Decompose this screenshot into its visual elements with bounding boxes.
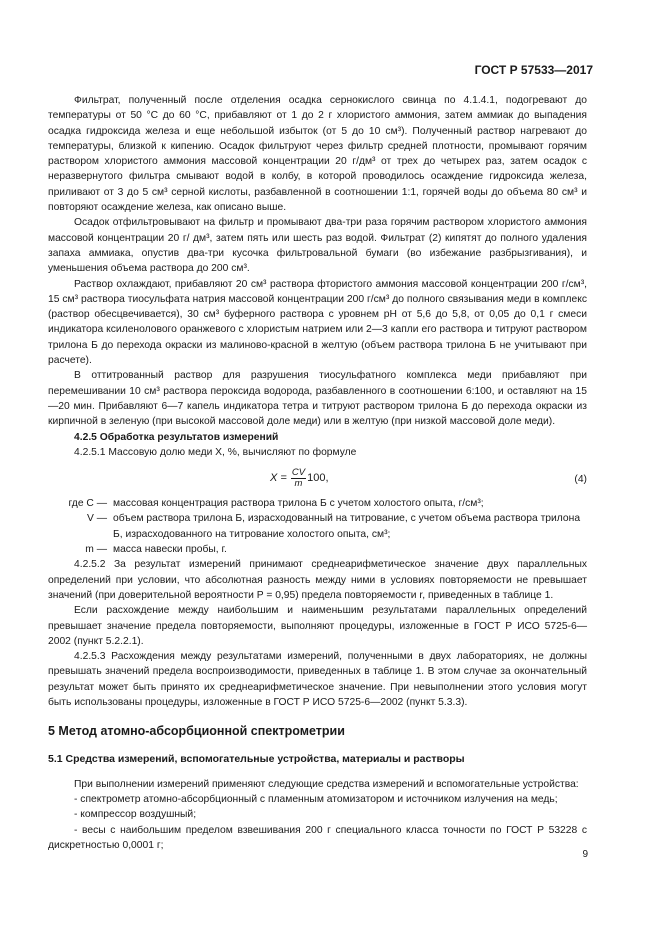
- definition-symbol: V —: [86, 513, 107, 525]
- page-body: [48, 93, 587, 853]
- list-item: - спектрометр атомно-абсорбционный с пламенным атомизатором и источником излучения на медь;: [74, 794, 558, 806]
- definition-symbol: m —: [85, 544, 107, 556]
- formula-rhs: 100,: [307, 471, 329, 484]
- paragraph: Раствор охлаждают, прибавляют 20 см³ раствора фтористого аммония массовой концентрации 200 г/см³, 15 см³ раствора тиосульфата натрия массовой концентрации 200 г/см³ до полного связывания меди в комплекс (раствор обесцвечивается), 30 см³ буферного раствора с уровнем pH от 5,6 до 5,8, от 0,05 до 0,1 г смеси индикатора ксиленолового оранжевого с хлористым натрием или 2—3 капли его раствора и титруют раствором трилона Б до перехода окраски из малиново-красной в желтую (объем раствора трилона Б не учитывают при расчете).: [48, 278, 587, 367]
- formula-numerator: CV: [291, 467, 306, 479]
- definition-text: объем раствора трилона Б, израсходованный на титрование, с учетом объема раствора трилона Б, израсходованного на титрование холостого опыта, см³;: [113, 513, 581, 540]
- paragraph: 4.2.5.3 Расхождения между результатами измерений, полученными в двух лабораториях, не должны превышать значений предела воспроизводимости, приведенных в таблице 1. В этом случае за окончательный результат может быть принято их среднеарифметическое значение. При невыполнении этого условия могут быть использованы процедуры, изложенные в ГОСТ Р ИСО 5725-6—2002 (пункт 5.3.3).: [48, 651, 587, 708]
- formula-4: [48, 462, 587, 496]
- paragraph: Фильтрат, полученный после отделения осадка сернокислого свинца по 4.1.4.1, подогревают до температуры от 50 °С до 60 °С, прибавляют от 1 до 2 г хлористого аммония, затем аммиак до выпадения осадка гидроксида железа и еще небольшой избыток (от 5 до 10 см³). Полученный раствор нагревают до температуры, близкой к кипению. Осадок фильтруют через фильтр средней плотности, промывают горячим раствором хлористого аммония массовой концентрации 20 г/дм³ от трех до четырех раз, затем осадок с неразвернутого фильтра смывают водой в колбу, в которой проводилось осаждение гидроксида железа, приливают от 3 до 5 см³ серной кислоты, разбавленной в соотношении 1:1, горячей воды до объема 80 см³ и повторяют осаждение железа, как описано выше.: [48, 95, 587, 214]
- list-item: - весы с наибольшим пределом взвешивания 200 г специального класса точности по ГОСТ Р 53228 с дискретностью 0,0001 г;: [48, 824, 587, 852]
- definition-row: [48, 542, 587, 557]
- formula-fraction: [291, 468, 306, 489]
- section-heading-5: 5 Метод атомно-абсорбционной спектрометрии: [48, 724, 345, 739]
- paragraph: Осадок отфильтровывают на фильтр и промывают два-три раза горячим раствором хлористого аммония массовой концентрации 20 г/ дм³, затем пять или шесть раз водой. Фильтрат (2) кипятят до полного удаления запаха аммиака, опустив два-три кусочка фильтровальной бумаги (во избежание разбрызгивания), и уменьшения объема раствора до 200 см³.: [48, 217, 587, 275]
- paragraph: 4.2.5.1 Массовую долю меди X, %, вычисляют по формуле: [74, 446, 357, 458]
- section-heading-4-2-5: 4.2.5 Обработка результатов измерений: [74, 431, 279, 443]
- list-item: - компрессор воздушный;: [74, 809, 197, 821]
- definition-row: [48, 496, 587, 511]
- document-code: ГОСТ Р 57533—2017: [474, 63, 593, 77]
- definition-symbol: где C —: [68, 498, 107, 510]
- definition-text: масса навески пробы, г.: [113, 544, 227, 556]
- equipment-list: [48, 777, 587, 853]
- formula-lhs: X =: [270, 471, 287, 484]
- formula-number: (4): [574, 474, 587, 486]
- definition-row: [48, 511, 587, 542]
- formula-denominator: m: [294, 478, 303, 490]
- formula-definitions: [48, 496, 587, 557]
- definition-text: массовая концентрация раствора трилона Б с учетом холостого опыта, г/см³;: [113, 498, 484, 510]
- paragraph: При выполнении измерений применяют следующие средства измерений и вспомогательные устройства:: [74, 778, 579, 790]
- section-heading-5-1: 5.1 Средства измерений, вспомогательные устройства, материалы и растворы: [48, 752, 465, 765]
- page-number: 9: [582, 849, 588, 860]
- paragraph: Если расхождение между наибольшим и наименьшим результатами параллельных определений превышает значение предела повторяемости, выполняют процедуры, изложенные в ГОСТ Р ИСО 5725-6—2002 (пункт 5.2.2.1).: [48, 605, 587, 647]
- paragraph: В оттитрованный раствор для разрушения тиосульфатного комплекса меди прибавляют при перемешивании 10 см³ раствора пероксида водорода, разбавленного в соотношении 6:100, и оставляют на 15—20 мин. Прибавляют 6—7 капель индикатора тетра и титруют раствором трилона Б до перехода окраски из кирпичной в зеленую (при высокой массовой доле меди) или в желтую (при низкой массовой доле меди).: [48, 370, 587, 428]
- paragraph: 4.2.5.2 За результат измерений принимают среднеарифметическое значение двух параллельных определений при условии, что абсолютная разность между ними в условиях повторяемости не превышает значений (при доверительной вероятности P = 0,95) предела повторяемости r, приведенных в таблице 1.: [48, 559, 587, 601]
